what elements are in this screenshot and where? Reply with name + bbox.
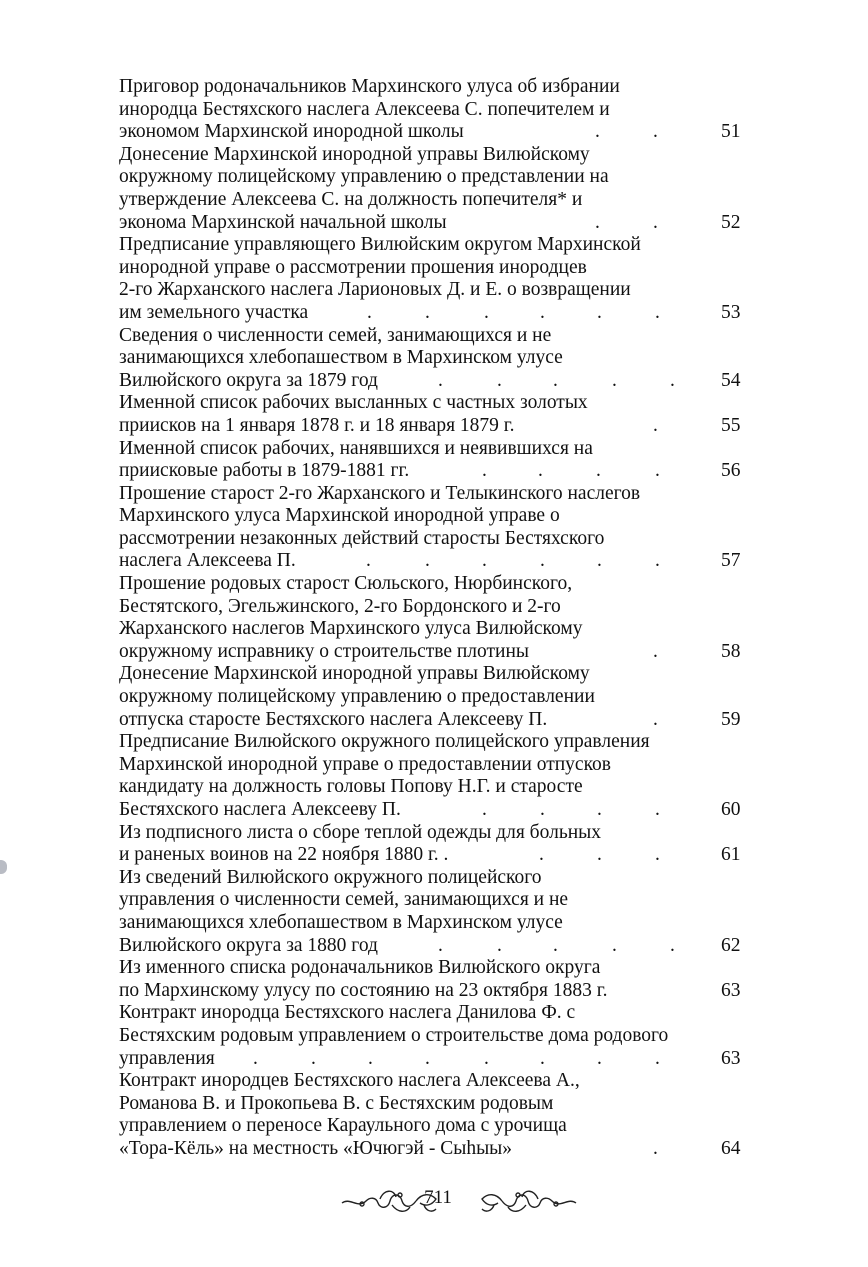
toc-entry-line (119, 257, 759, 280)
toc-entry (119, 483, 759, 573)
leader-dot: . (655, 1047, 660, 1069)
toc-entry-line (119, 76, 759, 99)
leader-dot: . (655, 844, 660, 866)
toc-entry (119, 1002, 759, 1070)
toc-entry-text: по Мархинскому улусу по состоянию на 23 октября 1883 г. (119, 979, 608, 1001)
toc-entry-line (119, 573, 759, 596)
toc-entry-line (119, 1115, 759, 1138)
toc-entry (119, 144, 759, 234)
toc-page-number: 62 (721, 934, 741, 956)
toc-entry-line (119, 438, 759, 461)
toc-entry-line (119, 731, 759, 754)
toc-page-number: 55 (721, 414, 741, 436)
toc-entry-text: окружному исправнику о строительстве плотины (119, 640, 530, 662)
leader-dot: . (653, 211, 658, 233)
leader-dot: . (553, 369, 558, 391)
leader-dot: . (538, 460, 543, 482)
table-of-contents (119, 76, 759, 1161)
toc-page-number: 60 (721, 799, 741, 820)
toc-entry-text: Бестяхским родовым управлением о строительстве дома родового (119, 1024, 669, 1046)
toc-entry-text: Сведения о численности семей, занимающихся и не (119, 324, 552, 346)
toc-entry-line (119, 483, 759, 506)
leader-dot: . (425, 1047, 430, 1069)
toc-entry (119, 1070, 759, 1160)
toc-entry-text: Именной список рабочих высланных с частных золотых (119, 392, 588, 414)
toc-entry-text: рассмотрении незаконных действий старосты Бестяхского (119, 527, 605, 549)
toc-entry-line (119, 618, 759, 641)
toc-entry-text: Прошение старост 2-го Жарханского и Телыкинского наслегов (119, 482, 641, 504)
toc-entry-text: эконома Мархинской начальной школы (119, 211, 447, 233)
toc-entry (119, 234, 759, 324)
toc-entry (119, 325, 759, 393)
toc-entry-text: управления (119, 1047, 215, 1069)
toc-entry-text: Из сведений Вилюйского окружного полицейского (119, 866, 542, 888)
toc-page-number: 52 (721, 211, 741, 233)
toc-entry-line (119, 189, 759, 212)
leader-dot: . (497, 369, 502, 391)
toc-entry-line (119, 279, 759, 302)
leader-dot: . (366, 550, 371, 572)
toc-entry (119, 957, 759, 1002)
leader-dot: . (653, 414, 658, 436)
right-ornament-icon (478, 1185, 578, 1217)
toc-entry-text: окружному полицейскому управлению о представлении на (119, 166, 609, 188)
toc-page-number: 61 (721, 844, 741, 866)
leader-dot: . (595, 121, 600, 143)
leader-dot: . (655, 550, 660, 572)
toc-entry-text: занимающихся хлебопашеством в Мархинском улусе (119, 911, 563, 933)
toc-entry-text: наслега Алексеева П. (119, 550, 296, 572)
toc-entry-line (119, 144, 759, 167)
toc-entry-text: управления о численности семей, занимающихся и не (119, 889, 569, 911)
toc-entry-line (119, 799, 759, 822)
toc-page-number: 63 (721, 979, 741, 1001)
toc-entry-text: Бестятского, Эгельжинского, 2-го Бордонского и 2-го (119, 595, 561, 617)
leader-dot: . (595, 211, 600, 233)
toc-entry-text: управлением о переносе Караульного дома с урочища (119, 1115, 567, 1137)
toc-entry-line (119, 370, 759, 393)
toc-entry-line (119, 980, 759, 1003)
toc-entry-text: Предписание Вилюйского окружного полицейского управления (119, 731, 650, 753)
toc-page-number: 58 (721, 640, 741, 662)
toc-entry-line (119, 325, 759, 348)
toc-entry-line (119, 505, 759, 528)
toc-entry-text: «Тора-Кёль» на местность «Ючюгэй - Сыhыы» (119, 1137, 513, 1159)
toc-entry-line (119, 1138, 759, 1161)
leader-dot: . (540, 301, 545, 323)
leader-dot: . (497, 934, 502, 956)
leader-dot: . (597, 799, 602, 820)
leader-dot: . (425, 301, 430, 323)
leader-dot: . (484, 1047, 489, 1069)
toc-entry-line (119, 1048, 759, 1071)
toc-entry-text: Мархинского улуса Мархинской инородной управе о (119, 505, 560, 527)
leader-dot: . (539, 844, 544, 866)
toc-entry-line (119, 528, 759, 551)
toc-entry-text: кандидату на должность головы Попову Н.Г. и старосте (119, 776, 583, 798)
toc-entry (119, 392, 759, 437)
toc-entry-line (119, 1070, 759, 1093)
toc-entry-line (119, 641, 759, 664)
toc-entry-text: занимающихся хлебопашеством в Мархинском улусе (119, 347, 563, 369)
toc-entry (119, 731, 759, 821)
toc-entry-line (119, 347, 759, 370)
toc-entry-text: Бестяхского наслега Алексееву П. (119, 799, 401, 820)
toc-entry-line (119, 1002, 759, 1025)
leader-dot: . (253, 1047, 258, 1069)
leader-dot: . (655, 301, 660, 323)
leader-dot: . (482, 550, 487, 572)
toc-entry-text: Мархинской инородной управе о предоставлении отпусков (119, 753, 612, 775)
toc-entry-line (119, 302, 759, 325)
toc-entry-text: экономом Мархинской инородной школы (119, 121, 464, 143)
toc-entry-line (119, 935, 759, 958)
toc-entry-text: окружному полицейскому управлению о предоставлении (119, 686, 595, 708)
leader-dot: . (612, 369, 617, 391)
page-footer (0, 1181, 868, 1221)
leader-dot: . (670, 934, 675, 956)
toc-entry-line (119, 867, 759, 890)
toc-entry-line (119, 889, 759, 912)
toc-entry-text: Контракт инородца Бестяхского наслега Данилова Ф. с (119, 1002, 576, 1024)
toc-entry-text: инородца Бестяхского наслега Алексеева С. попечителем и (119, 98, 610, 120)
leader-dot: . (597, 844, 602, 866)
leader-dot: . (438, 934, 443, 956)
leader-dot: . (368, 1047, 373, 1069)
toc-entry-line (119, 754, 759, 777)
toc-entry-text: Донесение Мархинской инородной управы Вилюйскому (119, 143, 590, 165)
toc-entry-text: Предписание управляющего Вилюйским округом Мархинской (119, 234, 641, 256)
leader-dot: . (540, 1047, 545, 1069)
leader-dot: . (597, 301, 602, 323)
toc-page-number: 56 (721, 460, 741, 482)
leader-dot: . (653, 121, 658, 143)
leader-dot: . (597, 1047, 602, 1069)
toc-entry-text: Донесение Мархинской инородной управы Вилюйскому (119, 663, 590, 685)
toc-entry-line (119, 392, 759, 415)
leader-dot: . (612, 934, 617, 956)
toc-entry-text: 2-го Жарханского наслега Ларионовых Д. и Е. о возвращении (119, 279, 631, 301)
toc-entry-text: Контракт инородцев Бестяхского наслега Алексеева А., (119, 1070, 580, 1092)
toc-entry-line (119, 709, 759, 732)
toc-page-number: 53 (721, 301, 741, 323)
toc-entry-text: приисковые работы в 1879-1881 гг. (119, 460, 410, 482)
toc-entry-text: Вилюйского округа за 1880 год (119, 934, 378, 956)
toc-entry-line (119, 212, 759, 235)
toc-entry (119, 822, 759, 867)
leader-dot: . (540, 550, 545, 572)
toc-entry-line (119, 663, 759, 686)
toc-entry-text: Прошение родовых старост Сюльского, Нюрбинского, (119, 573, 573, 595)
toc-entry-line (119, 121, 759, 144)
toc-entry-line (119, 1093, 759, 1116)
toc-entry-line (119, 415, 759, 438)
leader-dot: . (655, 460, 660, 482)
page-number: 711 (424, 1187, 452, 1208)
leader-dot: . (655, 799, 660, 820)
toc-entry (119, 438, 759, 483)
leader-dot: . (553, 934, 558, 956)
toc-page-number: 59 (721, 708, 741, 730)
leader-dot: . (596, 460, 601, 482)
leader-dot: . (484, 301, 489, 323)
toc-entry-line (119, 1025, 759, 1048)
toc-entry (119, 867, 759, 957)
toc-page-number: 64 (721, 1137, 741, 1159)
toc-entry-line (119, 234, 759, 257)
toc-entry-text: и раненых воинов на 22 ноября 1880 г. . (119, 844, 449, 866)
leader-dot: . (540, 799, 545, 820)
leader-dot: . (482, 460, 487, 482)
toc-entry (119, 76, 759, 144)
toc-entry-text: утверждение Алексеева С. на должность попечителя* и (119, 188, 583, 210)
toc-entry-text: Вилюйского округа за 1879 год (119, 369, 378, 391)
toc-entry-text: Именной список рабочих, нанявшихся и неявившихся на (119, 437, 593, 459)
toc-entry-line (119, 822, 759, 845)
toc-entry-line (119, 686, 759, 709)
leader-dot: . (482, 799, 487, 820)
toc-entry-text: Романова В. и Прокопьева В. с Бестяхским родовым (119, 1092, 554, 1114)
toc-entry (119, 573, 759, 663)
toc-entry-text: Жарханского наслегов Мархинского улуса Вилюйскому (119, 618, 583, 640)
toc-entry-line (119, 166, 759, 189)
leader-dot: . (311, 1047, 316, 1069)
toc-page-number: 57 (721, 550, 741, 572)
leader-dot: . (653, 708, 658, 730)
toc-entry-line (119, 844, 759, 867)
toc-entry-line (119, 550, 759, 573)
toc-entry-text: им земельного участка (119, 301, 309, 323)
leader-dot: . (653, 1137, 658, 1159)
leader-dot: . (438, 369, 443, 391)
page-edge-mark (0, 860, 7, 874)
toc-page-number: 54 (721, 369, 741, 391)
toc-entry-line (119, 776, 759, 799)
leader-dot: . (653, 640, 658, 662)
toc-entry-line (119, 460, 759, 483)
toc-page-number: 51 (721, 121, 741, 143)
toc-entry-line (119, 957, 759, 980)
toc-entry-line (119, 912, 759, 935)
toc-entry-text: инородной управе о рассмотрении прошения инородцев (119, 256, 587, 278)
toc-entry-text: Приговор родоначальников Мархинского улуса об избрании (119, 76, 620, 97)
toc-entry-text: Из подписного листа о сборе теплой одежды для больных (119, 821, 601, 843)
leader-dot: . (597, 550, 602, 572)
toc-entry-line (119, 596, 759, 619)
toc-entry-line (119, 99, 759, 122)
toc-entry-text: Из именного списка родоначальников Вилюйского округа (119, 957, 601, 979)
toc-entry (119, 663, 759, 731)
leader-dot: . (670, 369, 675, 391)
toc-entry-text: отпуска старосте Бестяхского наслега Алексееву П. (119, 708, 548, 730)
toc-entry-text: приисков на 1 января 1878 г. и 18 января 1879 г. (119, 414, 515, 436)
leader-dot: . (425, 550, 430, 572)
toc-page-number: 63 (721, 1047, 741, 1069)
leader-dot: . (367, 301, 372, 323)
